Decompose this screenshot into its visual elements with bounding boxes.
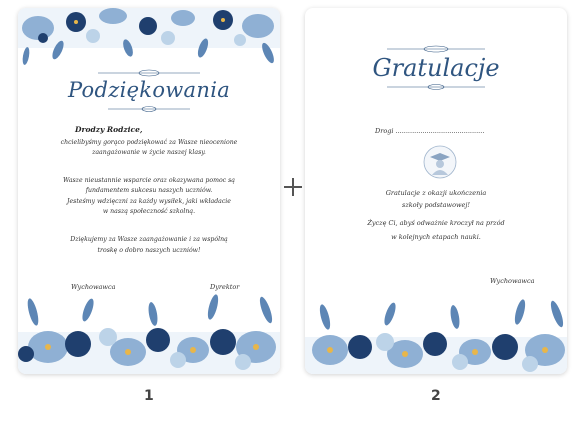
body-line: zaangażowanie w życie naszej klasy. (92, 149, 206, 156)
body-line: w naszą społeczność szkolną. (102, 208, 196, 215)
page-title: Podziękowania (67, 78, 231, 102)
page-number-label: 2 (431, 388, 441, 404)
diploma-page-2[interactable] (305, 8, 567, 374)
body-line: chcielibyśmy gorąco podziękować za Wasze nieocenione (60, 139, 238, 146)
page-title: Gratulacje (372, 54, 500, 82)
body-line: szkoły podstawowej! (401, 201, 471, 209)
floral-top-decoration (18, 8, 280, 76)
title-ornament-bottom (18, 104, 280, 114)
body-line: Życzę Ci, abyś odważnie kroczył na przód (367, 219, 505, 227)
floral-bottom-decoration (18, 292, 280, 374)
body-line: w kolejnych etapach nauki. (391, 233, 481, 241)
body-line: troskę o dobro naszych uczniów! (97, 247, 201, 254)
title-ornament-top (18, 68, 280, 78)
graduate-icon (423, 145, 457, 179)
body-line: fundamentem sukcesu naszych uczniów. (85, 187, 213, 194)
signature-right: Wychowawca (490, 277, 535, 285)
diploma-page-1[interactable] (18, 8, 280, 374)
greeting: Drodzy Rodzice, (75, 125, 143, 134)
page-number-label: 1 (144, 388, 154, 404)
title-ornament-bottom (305, 82, 567, 92)
body-line: Gratulacje z okazji ukończenia (385, 189, 487, 197)
signature-right: Dyrektor (210, 283, 240, 291)
recipient-line: Drogi ........................................... (375, 127, 485, 135)
signature-left: Wychowawca (71, 283, 116, 291)
body-line: Dziękujemy za Wasze zaangażowanie i za wspólną (70, 236, 228, 243)
title-ornament-top (305, 44, 567, 54)
body-line: Wasze nieustannie wsparcie oraz okazywana pomoc są (63, 177, 235, 184)
floral-bottom-decoration (305, 292, 567, 374)
plus-icon[interactable] (281, 175, 305, 199)
body-line: Jesteśmy wdzięczni za każdy wysiłek, jaki wkładacie (67, 198, 231, 205)
